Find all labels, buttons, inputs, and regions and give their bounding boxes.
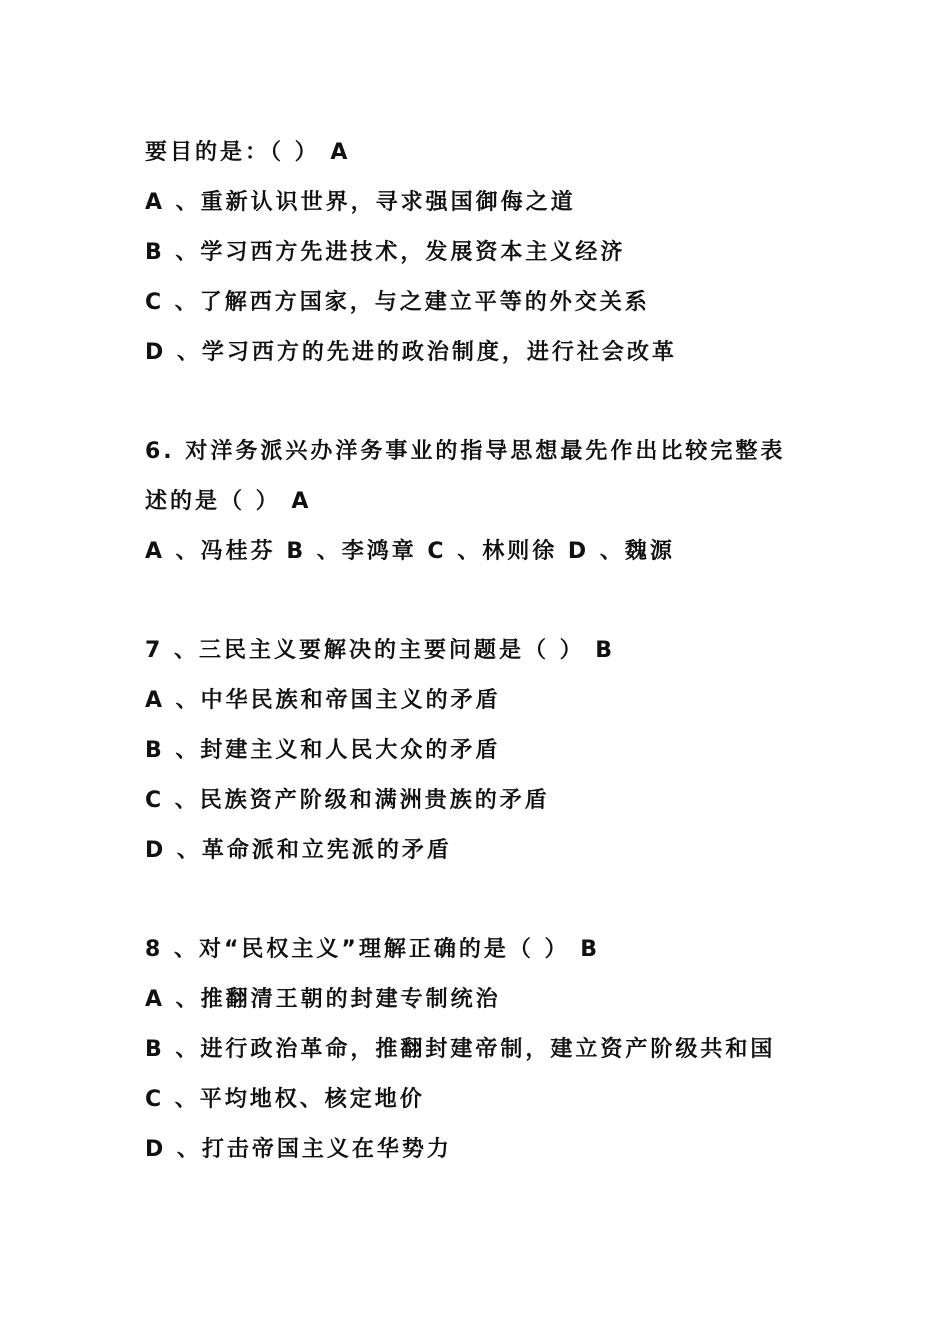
q5-option-b: B 、学习西方先进技术，发展资本主义经济	[145, 240, 626, 265]
q5-option-d: D 、学习西方的先进的政治制度，进行社会改革	[145, 340, 677, 365]
q7-option-d: D 、革命派和立宪派的矛盾	[145, 838, 452, 863]
q5-stem-tail: 要目的是：（ ） A	[145, 140, 351, 165]
q5-option-a: A 、重新认识世界，寻求强国御侮之道	[145, 190, 576, 215]
q8-option-a: A 、推翻清王朝的封建专制统治	[145, 987, 501, 1012]
q8-option-b: B 、进行政治革命，推翻封建帝制，建立资产阶级共和国	[145, 1037, 776, 1062]
q8-option-c: C 、平均地权、核定地价	[145, 1087, 425, 1112]
q5-option-c: C 、了解西方国家，与之建立平等的外交关系	[145, 290, 650, 315]
q7-stem: 7 、三民主义要解决的主要问题是（ ） B	[145, 638, 616, 663]
q6-options: A 、冯桂芬 B 、李鸿章 C 、林则徐 D 、魏源	[145, 539, 675, 564]
q6-stem-line1: 6. 对洋务派兴办洋务事业的指导思想最先作出比较完整表	[145, 439, 786, 464]
q8-stem: 8 、对“民权主义”理解正确的是（ ） B	[145, 937, 600, 962]
q7-option-b: B 、封建主义和人民大众的矛盾	[145, 738, 501, 763]
q7-option-a: A 、中华民族和帝国主义的矛盾	[145, 688, 501, 713]
q7-option-c: C 、民族资产阶级和满洲贵族的矛盾	[145, 788, 550, 813]
q6-stem-line2: 述的是（ ） A	[145, 489, 312, 514]
q8-option-d: D 、打击帝国主义在华势力	[145, 1137, 452, 1162]
